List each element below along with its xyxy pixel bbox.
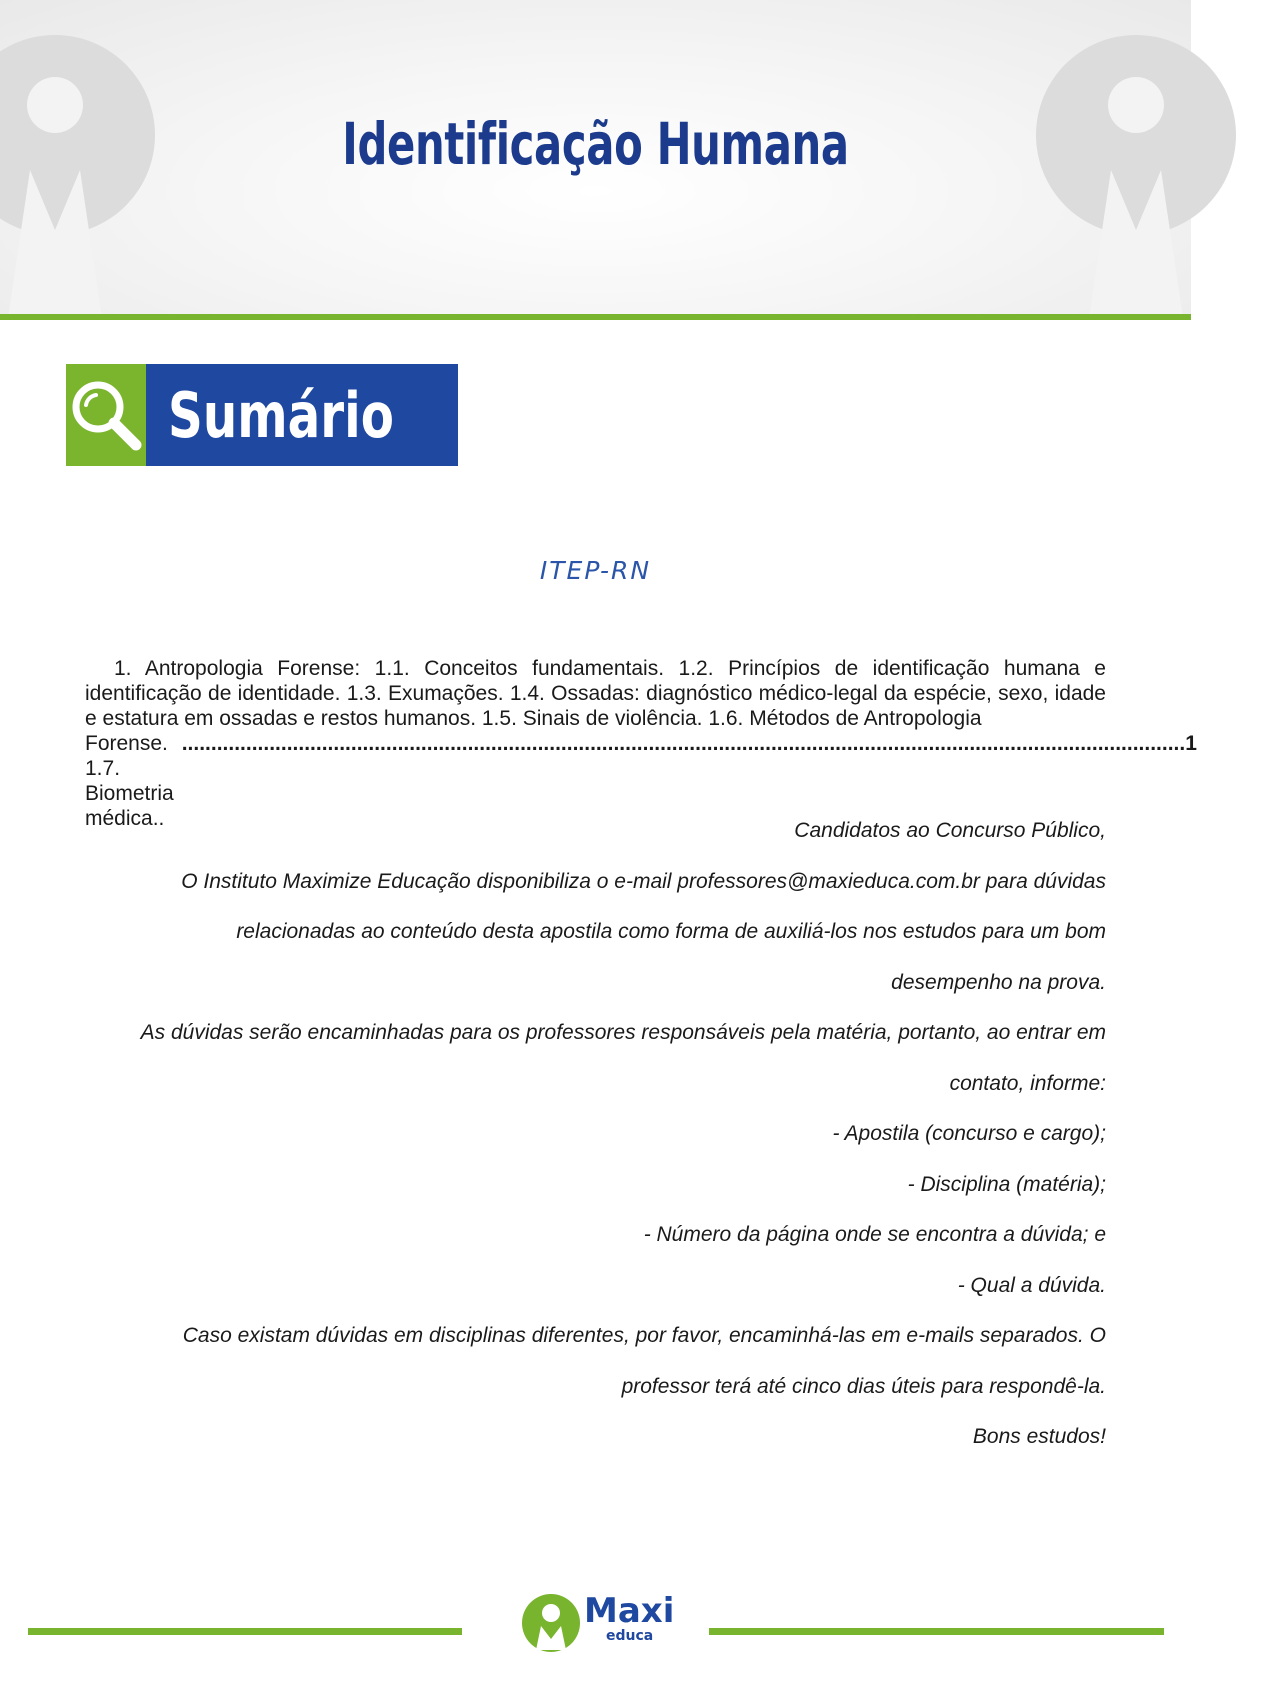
toc-page-number: 1 <box>1185 732 1197 755</box>
notice-line: professor terá até cinco dias úteis para respondê-la. <box>621 1374 1106 1398</box>
magnifier-icon-box <box>66 364 146 466</box>
toc-leader-dots: ............................................................................................................................................................................ <box>181 732 1186 755</box>
exam-subtitle: ITEP-RN <box>539 556 652 585</box>
notice-line: - Apostila (concurso e cargo); <box>832 1122 1106 1145</box>
notice-line: desempenho na prova. <box>891 970 1106 994</box>
notice-line: O Instituto Maximize Educação disponibiliza o e-mail professores@maxieduca.com.br para dúvidas <box>181 869 1106 893</box>
notice-line: contato, informe: <box>949 1071 1106 1095</box>
watermark-logo-right <box>1011 0 1261 318</box>
footer-divider-right <box>709 1628 1164 1635</box>
sumario-banner <box>66 364 447 466</box>
watermark-logo-left <box>0 0 180 318</box>
notice-line: Candidatos ao Concurso Público, <box>794 819 1106 842</box>
notice-block <box>85 806 1106 1463</box>
notice-line: Caso existam dúvidas em disciplinas diferentes, por favor, encaminhá-las em e-mails separados. O <box>182 1324 1106 1347</box>
sumario-label: Sumário <box>146 364 458 466</box>
notice-line: - Disciplina (matéria); <box>907 1172 1106 1196</box>
notice-line: - Número da página onde se encontra a dúvida; e <box>643 1223 1106 1246</box>
toc-entry-tail: Forense. 1.7. Biometria médica.. <box>85 732 174 830</box>
notice-line: - Qual a dúvida. <box>957 1273 1106 1297</box>
toc-entry-text: 1. Antropologia Forense: 1.1. Conceitos fundamentais. 1.2. Princípios de identificação humana e identificação de identidade. 1.3. Exumações. 1.4. Ossadas: diagnóstico médico-legal da espécie, sexo, idade e estatura em ossadas e restos humanos. 1.5. Sinais de violência. 1.6. Métodos de Antropologia <box>85 657 1106 730</box>
notice-line: relacionadas ao conteúdo desta apostila como forma de auxiliá-los nos estudos para um bom <box>236 920 1106 943</box>
table-of-contents <box>85 656 1197 831</box>
notice-line: As dúvidas serão encaminhadas para os professores responsáveis pela matéria, portanto, ao entrar em <box>140 1021 1106 1044</box>
footer-divider-left <box>28 1628 462 1635</box>
logo-brand-sub: educa <box>606 1628 654 1644</box>
logo-brand: Maxi <box>584 1591 675 1631</box>
document-title: Identificação Humana <box>342 110 849 178</box>
notice-line: Bons estudos! <box>972 1425 1106 1448</box>
header-banner <box>0 0 1191 318</box>
header-divider <box>0 314 1191 320</box>
magnifier-icon <box>66 375 146 455</box>
maxi-logo-text <box>584 1591 675 1644</box>
